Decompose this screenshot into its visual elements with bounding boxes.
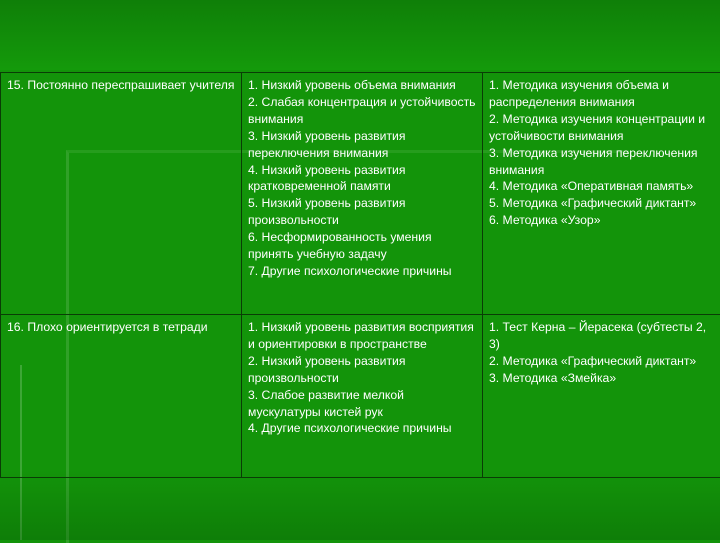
problem-cell: 15. Постоянно переспрашивает учителя — [1, 73, 242, 315]
footer-shade — [0, 470, 720, 540]
table-row — [1, 315, 720, 478]
diagnostics-table — [0, 72, 720, 478]
header-band — [0, 0, 720, 70]
table-row — [1, 73, 720, 315]
methods-cell: 1. Тест Керна – Йерасека (субтесты 2, 3) 2. Методика «Графический диктант» 3. Методика «Змейка» — [483, 315, 720, 478]
problem-cell: 16. Плохо ориентируется в тетради — [1, 315, 242, 478]
methods-cell: 1. Методика изучения объема и распределения внимания 2. Методика изучения концентрации и устойчивости внимания 3. Методика изучения переключения внимания 4. Методика «Оперативная память» 5. Методика «Графический диктант» 6. Методика «Узор» — [483, 73, 720, 315]
causes-cell: 1. Низкий уровень развития восприятия и ориентировки в пространстве 2. Низкий уровень развития произвольности 3. Слабое развитие мелкой мускулатуры кистей рук 4. Другие психологические причины — [242, 315, 483, 478]
causes-cell: 1. Низкий уровень объема внимания 2. Слабая концентрация и устойчивость внимания 3. Низкий уровень развития переключения внимания 4. Низкий уровень развития кратковременной памяти 5. Низкий уровень развития произвольности 6. Несформированность умения принять учебную задачу 7. Другие психологические причины — [242, 73, 483, 315]
